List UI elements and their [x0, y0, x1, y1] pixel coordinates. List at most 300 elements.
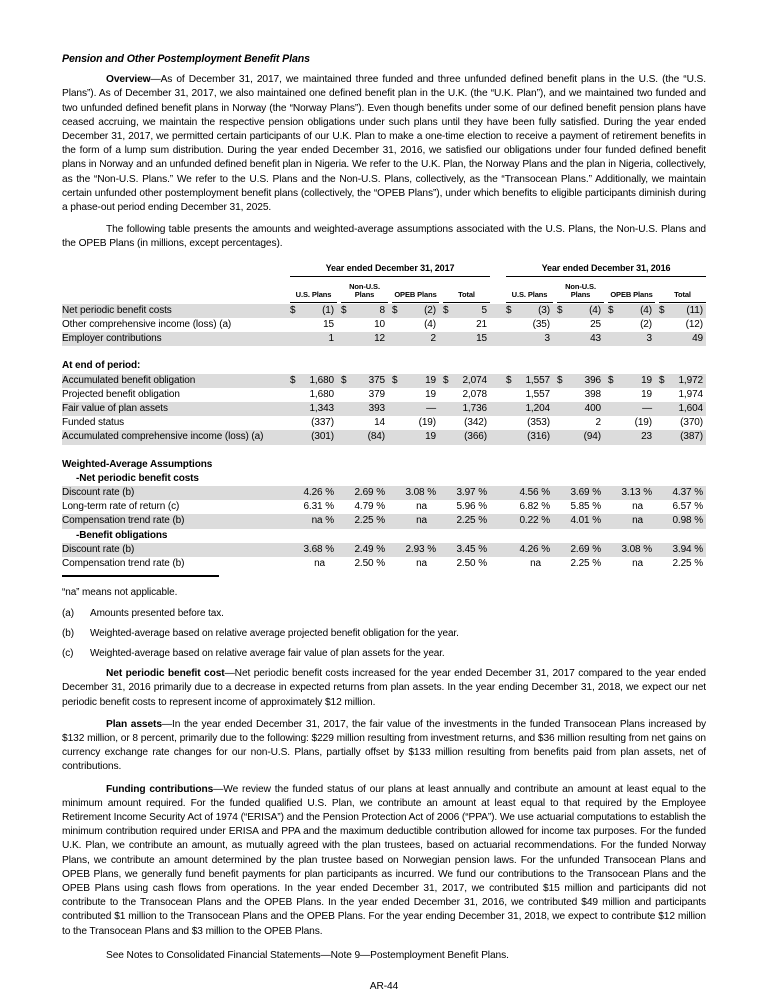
cell-value: 2,078: [462, 388, 487, 400]
cell-value: 0.22 %: [519, 515, 550, 527]
cell-value: (19): [634, 417, 652, 429]
paragraph-lead: Funding contributions: [106, 783, 214, 795]
cell-value: 2.50 %: [354, 558, 385, 570]
paragraph-text: —Net periodic benefit costs increased for the year ended December 31, 2017 compared to the year ended December 31, 2016 primarily due to a decrease in expected returns from plan assets. In the year ending December 31, 2018, we expect our net periodic benefit costs to represent income of approximately $12 million.: [62, 668, 706, 708]
value-cell: [341, 318, 388, 332]
year-gap: [494, 557, 502, 571]
cell-value: 1,680: [309, 374, 334, 386]
cell-value: 3.08 %: [405, 487, 436, 499]
cell-value: 4.37 %: [672, 487, 703, 499]
cell-value: 1,204: [525, 403, 550, 415]
cell-value: 3.45 %: [456, 543, 487, 555]
cell-value: na: [416, 501, 427, 513]
row-label: Compensation trend rate (b): [62, 558, 185, 570]
net-periodic-benefit-cost-paragraph: [62, 667, 706, 710]
cell-value: 393: [368, 403, 385, 415]
value-cell: [506, 543, 553, 557]
value-cell: [659, 416, 706, 430]
value-cell: [506, 486, 553, 500]
value-cell: [557, 557, 604, 571]
cell-value: 15: [323, 319, 334, 331]
row-label: Other comprehensive income (loss) (a): [62, 319, 232, 331]
value-cell: [608, 500, 655, 514]
cell-value: 4.56 %: [519, 487, 550, 499]
cell-value: 0.98 %: [672, 515, 703, 527]
table-row: [62, 557, 706, 571]
footnote-text: Amounts presented before tax.: [90, 607, 224, 619]
cell-value: 2.25 %: [672, 558, 703, 570]
cell-value: 5.85 %: [570, 501, 601, 513]
cell-value: (3): [538, 304, 550, 316]
value-cell: [392, 486, 439, 500]
cell-value: 15: [476, 333, 487, 345]
cell-value: 2.25 %: [456, 515, 487, 527]
cell-value: 2.25 %: [570, 558, 601, 570]
col-header-opeb-plans-2017: OPEB Plans: [392, 279, 439, 303]
overview-lead: Overview: [106, 74, 151, 86]
value-cell: [506, 514, 553, 528]
dollar-sign: $: [659, 374, 665, 386]
dollar-sign: $: [290, 374, 296, 386]
cell-value: na: [314, 558, 325, 570]
dollar-sign: $: [341, 374, 347, 386]
cell-value: 23: [641, 431, 652, 443]
table-row: [62, 402, 706, 416]
value-cell: [290, 402, 337, 416]
value-cell: [608, 430, 655, 444]
value-cell: [557, 388, 604, 402]
value-cell: [443, 318, 490, 332]
cell-value: 1,680: [309, 388, 334, 400]
cell-value: 21: [476, 319, 487, 331]
dollar-sign: $: [557, 304, 563, 316]
value-cell: [608, 388, 655, 402]
value-cell: [290, 416, 337, 430]
cell-value: na: [416, 515, 427, 527]
cell-value: 6.82 %: [519, 501, 550, 513]
col-header-opeb-plans-2016: OPEB Plans: [608, 279, 655, 303]
row-label: Employer contributions: [62, 333, 162, 345]
value-cell: [659, 388, 706, 402]
paragraph-lead: Plan assets: [106, 718, 162, 730]
table-row: [62, 430, 706, 444]
row-label: -Benefit obligations: [76, 529, 168, 541]
col-header-total-2016: Total: [659, 279, 706, 303]
cell-value: 43: [590, 333, 601, 345]
value-cell: [290, 332, 337, 346]
dollar-sign: $: [443, 374, 449, 386]
col-header-non-us-plans-2016: Non-U.S. Plans: [557, 279, 604, 303]
value-cell: [506, 557, 553, 571]
table-row: [62, 514, 706, 528]
cell-value: 400: [584, 403, 601, 415]
value-cell: [341, 430, 388, 444]
value-cell: [443, 402, 490, 416]
value-cell: [392, 416, 439, 430]
value-cell: [290, 318, 337, 332]
label-column-spacer: [62, 279, 286, 303]
value-cell: [608, 416, 655, 430]
cell-value: na: [632, 501, 643, 513]
cell-value: 8: [379, 304, 385, 316]
row-label: Projected benefit obligation: [62, 388, 180, 400]
row-label: Discount rate (b): [62, 487, 135, 499]
overview-text: —As of December 31, 2017, we maintained three funded and three unfunded defined benefit plans in the U.S. (the “U.S. Plans”). As of December 31, 2017, we also maintained one defined benefit plan in the U.K. (the “U.K. Plan”), and we maintained two funded and two unfunded defined benefit plans in Norway (the “Norway Plans”). Even though benefits under some of our defined benefit pension plans have ceased accruing, we maintain the respective pension obligations under such plans until they have been fully satisfied. During the year ended December 31, 2017, we permitted certain participants of our U.K. Plan to make a one-time election to receive a payment of retirement benefits in the form of a lump sum distribution. During the year ended December 31, 2016, we satisfied our obligations under four funded defined benefit plans in Norway and an unfunded defined benefit plan in Nigeria. We refer to the U.K. Plan, the Norway Plans and the plan in Nigeria, collectively, as the “Non-U.S. Plans.” We refer to the U.S. Plans and the Non-U.S. Plans, collectively, as the “Transocean Plans.” Additionally, we maintain certain unfunded other postemployment benefit plans (collectively, the “OPEB Plans”), under which benefits to eligible participants diminish during a phase-out period ending December 31, 2025.: [62, 74, 706, 214]
dollar-sign: $: [659, 304, 665, 316]
cell-value: 1,557: [525, 374, 550, 386]
value-cell: [557, 332, 604, 346]
value-cell: [290, 486, 337, 500]
value-cell: [392, 332, 439, 346]
year-gap: [494, 374, 502, 388]
cell-value: (1): [322, 304, 334, 316]
value-cell: [443, 543, 490, 557]
cell-value: 396: [584, 374, 601, 386]
cell-value: 2.93 %: [405, 543, 436, 555]
row-label: Long-term rate of return (c): [62, 501, 180, 513]
value-cell: [443, 388, 490, 402]
cell-value: na: [632, 558, 643, 570]
table-year-group-header-row: [62, 261, 706, 277]
see-notes-reference: See Notes to Consolidated Financial Statements—Note 9—Postemployment Benefit Plans.: [106, 949, 509, 961]
table-section-row: [62, 458, 706, 472]
table-section-row: [62, 359, 706, 373]
year-gap: [494, 430, 502, 444]
cell-value: (387): [680, 431, 703, 443]
value-cell: [341, 543, 388, 557]
value-cell: [608, 486, 655, 500]
dollar-sign: $: [506, 304, 512, 316]
cell-value: (94): [583, 431, 601, 443]
cell-value: 3.97 %: [456, 487, 487, 499]
cell-value: 5: [481, 304, 487, 316]
col-header-total-2017: Total: [443, 279, 490, 303]
value-cell: [557, 543, 604, 557]
table-row: [62, 332, 706, 346]
year-group-2016: Year ended December 31, 2016: [506, 261, 706, 277]
value-cell: [392, 318, 439, 332]
value-cell: [506, 416, 553, 430]
value-cell: [443, 430, 490, 444]
value-cell: [659, 486, 706, 500]
value-cell: [443, 486, 490, 500]
value-cell: [557, 430, 604, 444]
footnote-text: Weighted-average based on relative average projected benefit obligation for the year.: [90, 627, 459, 639]
cell-value: 375: [368, 374, 385, 386]
col-header-non-us-plans-2017: Non-U.S. Plans: [341, 279, 388, 303]
value-cell: [659, 304, 706, 318]
benefit-plans-table: [62, 261, 706, 572]
value-cell: [290, 430, 337, 444]
value-cell: [506, 430, 553, 444]
cell-value: 398: [584, 388, 601, 400]
cell-value: 3: [646, 333, 652, 345]
value-cell: [290, 388, 337, 402]
value-cell: [392, 500, 439, 514]
value-cell: [557, 500, 604, 514]
paragraph-text: —In the year ended December 31, 2017, the fair value of the investments in the funded Transocean Plans increased by $132 million, or 8 percent, primarily due to the following: $229 million resulting from investment returns, and $36 million resulting from net gains on currency exchange rate changes for our non-U.S. Plans, partially offset by $133 million resulting from benefits paid from plan assets, net of contributions.: [62, 718, 706, 773]
funding-contributions-paragraph: [62, 783, 706, 939]
value-cell: [392, 304, 439, 318]
cell-value: na: [416, 558, 427, 570]
year-gap: [494, 500, 502, 514]
value-cell: [392, 388, 439, 402]
value-cell: [506, 304, 553, 318]
cell-value: 6.57 %: [672, 501, 703, 513]
cell-value: 14: [374, 417, 385, 429]
row-label: Accumulated benefit obligation: [62, 374, 196, 386]
cell-value: 2,074: [462, 374, 487, 386]
value-cell: [659, 543, 706, 557]
table-body: [62, 304, 706, 571]
value-cell: [341, 486, 388, 500]
cell-value: 2.69 %: [354, 487, 385, 499]
row-label: -Net periodic benefit costs: [76, 472, 199, 484]
cell-value: 1,974: [678, 388, 703, 400]
cell-value: 3.68 %: [303, 543, 334, 555]
dollar-sign: $: [341, 304, 347, 316]
page-number: AR-44: [369, 980, 399, 992]
row-label: At end of period:: [62, 360, 141, 372]
cell-value: 2: [430, 333, 436, 345]
value-cell: [443, 332, 490, 346]
value-cell: [341, 402, 388, 416]
cell-value: 2.69 %: [570, 543, 601, 555]
value-cell: [659, 514, 706, 528]
cell-value: 3.08 %: [621, 543, 652, 555]
dollar-sign: $: [392, 374, 398, 386]
table-row: [62, 486, 706, 500]
value-cell: [557, 304, 604, 318]
value-cell: [557, 318, 604, 332]
footnote-text: Weighted-average based on relative average fair value of plan assets for the year.: [90, 647, 445, 659]
dollar-sign: $: [608, 304, 614, 316]
value-cell: [341, 514, 388, 528]
year-gap: [494, 388, 502, 402]
table-row: [62, 304, 706, 318]
value-cell: [659, 332, 706, 346]
value-cell: [443, 514, 490, 528]
value-cell: [608, 514, 655, 528]
cell-value: 2.50 %: [456, 558, 487, 570]
footnote-b: [62, 627, 706, 641]
year-gap: [494, 332, 502, 346]
value-cell: [341, 557, 388, 571]
value-cell: [392, 402, 439, 416]
cell-value: —: [426, 403, 436, 415]
value-cell: [290, 557, 337, 571]
label-column-spacer: [62, 261, 286, 277]
year-gap: [494, 261, 502, 277]
footnotes: [62, 586, 706, 661]
cell-value: (301): [311, 431, 334, 443]
table-section-row: [62, 529, 706, 543]
col-header-us-plans-2016: U.S. Plans: [506, 279, 553, 303]
footnote-c: [62, 647, 706, 661]
footnote-a: [62, 607, 706, 621]
year-gap: [494, 304, 502, 318]
value-cell: [659, 318, 706, 332]
cell-value: 19: [425, 388, 436, 400]
cell-value: (337): [311, 417, 334, 429]
cell-value: 3.94 %: [672, 543, 703, 555]
cell-value: (12): [685, 319, 703, 331]
value-cell: [290, 304, 337, 318]
value-cell: [443, 557, 490, 571]
cell-value: 10: [374, 319, 385, 331]
row-label: Funded status: [62, 417, 125, 429]
cell-value: 19: [641, 374, 652, 386]
value-cell: [392, 374, 439, 388]
cell-value: 2.25 %: [354, 515, 385, 527]
cell-value: 1,972: [678, 374, 703, 386]
value-cell: [392, 543, 439, 557]
value-cell: [341, 374, 388, 388]
cell-value: (19): [418, 417, 436, 429]
value-cell: [608, 374, 655, 388]
cell-value: (353): [527, 417, 550, 429]
cell-value: 19: [425, 431, 436, 443]
cell-value: na: [632, 515, 643, 527]
row-label: Compensation trend rate (b): [62, 515, 185, 527]
value-cell: [341, 416, 388, 430]
value-cell: [608, 402, 655, 416]
cell-value: —: [642, 403, 652, 415]
value-cell: [290, 543, 337, 557]
row-label: Net periodic benefit costs: [62, 304, 172, 316]
row-label: Weighted-Average Assumptions: [62, 458, 213, 470]
cell-value: (2): [424, 304, 436, 316]
table-row: [62, 318, 706, 332]
table-row: [62, 374, 706, 388]
value-cell: [290, 500, 337, 514]
value-cell: [608, 543, 655, 557]
dollar-sign: $: [290, 304, 296, 316]
cell-value: 1,557: [525, 388, 550, 400]
table-row: [62, 500, 706, 514]
year-gap: [494, 318, 502, 332]
cell-value: 1: [328, 333, 334, 345]
year-gap: [494, 279, 502, 303]
paragraph-text: —We review the funded status of our plans at least annually and contribute an amount at least equal to the minimum amount required. For the funded qualified U.S. Plan, we contribute an amount at least equal to that required by the Employee Retirement Income Security Act of 1974 (“ERISA”) and the Pension Protection Act of 2006 (“PPA”). We use actuarial computations to establish the minimum contribution required under ERISA and PPA and the maximum deductible contribution allowed for income tax purposes. For the funded U.K. Plan, we contribute an amount, as mutually agreed with the plan trustees, based on actuarial recommendations. For the funded Norway Plans, we contribute an amount determined by the plan trustee based on Norwegian pension laws. For the unfunded Transocean Plans and OPEB Plans, we generally fund benefit payments for plan participants as incurred. We fund our contributions to the Transocean Plans and the OPEB Plans using cash flows from operations. In the year ended December 31, 2017, we contributed $15 million and participants did not contribute to the Transocean Plans and the OPEB Plans. In the year ended December 31, 2016, we contributed $49 million and participants contributed $1 million to the Transocean Plans and the OPEB Plans. For the year ending December 31, 2018, we expect to contribute $12 million to the Transocean Plans and $3 million to the OPEB Plans.: [62, 783, 706, 937]
value-cell: [608, 318, 655, 332]
dollar-sign: $: [557, 374, 563, 386]
value-cell: [557, 374, 604, 388]
col-header-us-plans-2017: U.S. Plans: [290, 279, 337, 303]
cell-value: 4.26 %: [519, 543, 550, 555]
value-cell: [443, 416, 490, 430]
cell-value: na: [530, 558, 541, 570]
footnote-marker: (c): [62, 647, 74, 659]
cell-value: (342): [464, 417, 487, 429]
value-cell: [608, 332, 655, 346]
cell-value: 4.26 %: [303, 487, 334, 499]
cell-value: 1,604: [678, 403, 703, 415]
value-cell: [443, 500, 490, 514]
cell-value: 4.79 %: [354, 501, 385, 513]
value-cell: [290, 514, 337, 528]
dollar-sign: $: [506, 374, 512, 386]
cell-value: (366): [464, 431, 487, 443]
cell-value: (2): [640, 319, 652, 331]
footnote-divider: [62, 575, 219, 577]
value-cell: [659, 557, 706, 571]
value-cell: [557, 402, 604, 416]
table-intro-paragraph: The following table presents the amounts and weighted-average assumptions associated with the U.S. Plans, the Non-U.S. Plans and the OPEB Plans (in millions, except percentages).: [62, 224, 706, 250]
cell-value: 2: [595, 417, 601, 429]
dollar-sign: $: [392, 304, 398, 316]
cell-value: 6.31 %: [303, 501, 334, 513]
value-cell: [443, 304, 490, 318]
value-cell: [608, 557, 655, 571]
value-cell: [506, 402, 553, 416]
cell-value: (84): [367, 431, 385, 443]
cell-value: (316): [527, 431, 550, 443]
cell-value: (11): [686, 304, 703, 316]
value-cell: [557, 514, 604, 528]
cell-value: (4): [589, 304, 601, 316]
value-cell: [506, 332, 553, 346]
year-group-2017: Year ended December 31, 2017: [290, 261, 490, 277]
na-definition: “na” means not applicable.: [62, 587, 178, 599]
table-section-row: [62, 472, 706, 486]
cell-value: 5.96 %: [456, 501, 487, 513]
value-cell: [506, 318, 553, 332]
cell-value: 2.49 %: [354, 543, 385, 555]
value-cell: [392, 430, 439, 444]
value-cell: [506, 500, 553, 514]
table-row: [62, 388, 706, 402]
cell-value: 19: [425, 374, 436, 386]
dollar-sign: $: [608, 374, 614, 386]
cell-value: 3.69 %: [570, 487, 601, 499]
value-cell: [341, 500, 388, 514]
cell-value: 25: [590, 319, 601, 331]
value-cell: [506, 374, 553, 388]
paragraph-lead: Net periodic benefit cost: [106, 668, 225, 680]
cell-value: 19: [641, 388, 652, 400]
value-cell: [506, 388, 553, 402]
value-cell: [392, 557, 439, 571]
value-cell: [557, 416, 604, 430]
cell-value: 3.13 %: [621, 487, 652, 499]
cell-value: 1,343: [309, 403, 334, 415]
overview-paragraph: [62, 73, 706, 215]
table-spacer-row: [62, 445, 706, 458]
page-title: Pension and Other Postemployment Benefit Plans: [62, 53, 310, 65]
cell-value: (4): [640, 304, 652, 316]
value-cell: [659, 402, 706, 416]
table-spacer-row: [62, 346, 706, 359]
cell-value: 4.01 %: [570, 515, 601, 527]
plan-assets-paragraph: [62, 718, 706, 775]
dollar-sign: $: [443, 304, 449, 316]
value-cell: [659, 374, 706, 388]
row-label: Accumulated comprehensive income (loss) (a): [62, 431, 264, 443]
table-row: [62, 416, 706, 430]
year-gap: [494, 543, 502, 557]
value-cell: [608, 304, 655, 318]
row-label: Discount rate (b): [62, 543, 135, 555]
cell-value: (35): [532, 319, 550, 331]
value-cell: [659, 430, 706, 444]
cell-value: 49: [692, 333, 703, 345]
table-row: [62, 543, 706, 557]
cell-value: (370): [680, 417, 703, 429]
cell-value: (4): [424, 319, 436, 331]
value-cell: [659, 500, 706, 514]
value-cell: [443, 374, 490, 388]
